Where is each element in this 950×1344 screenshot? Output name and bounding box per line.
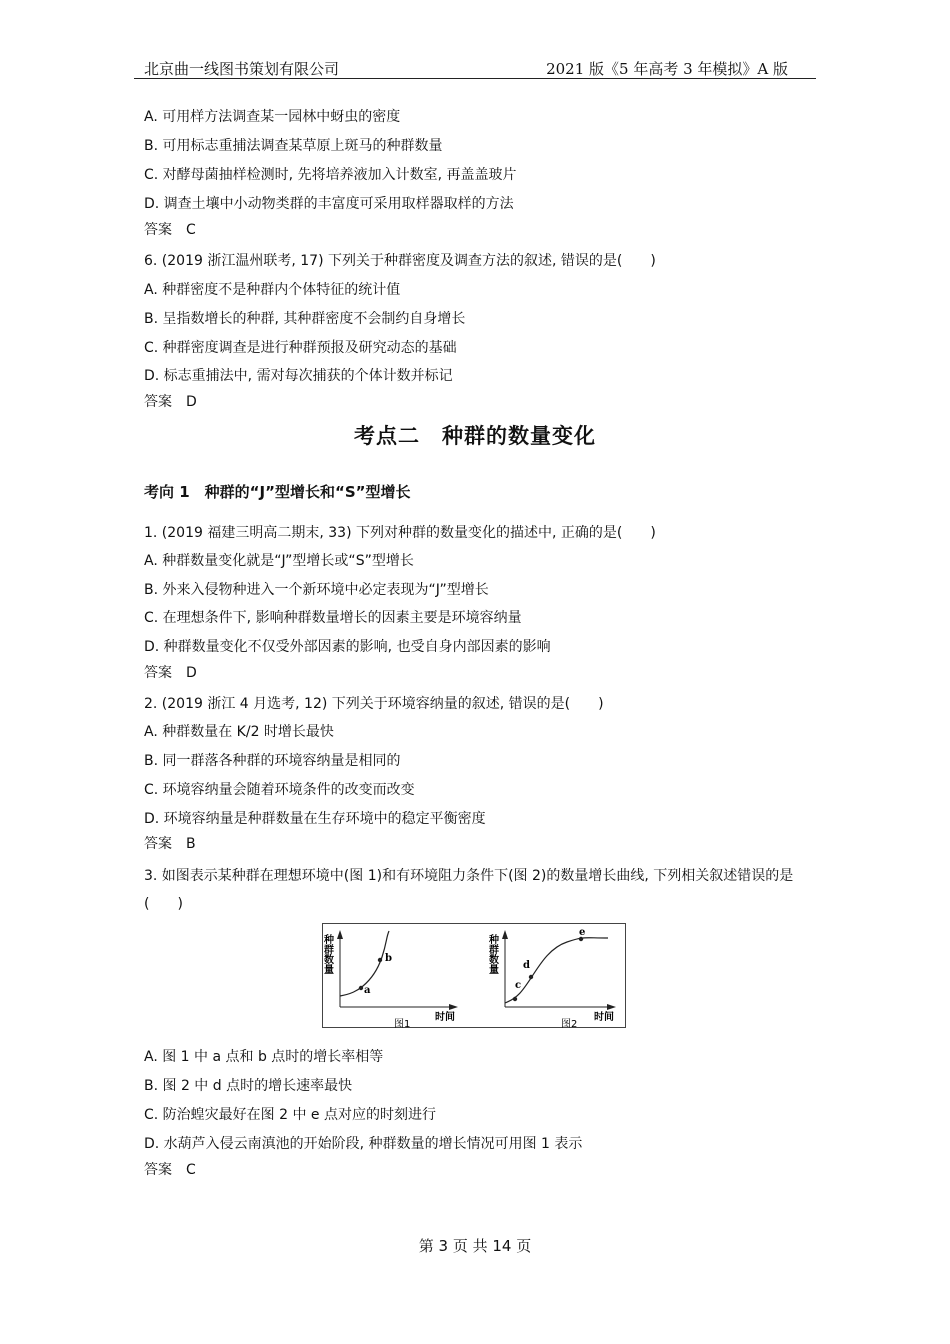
fig2-x-label: 时间 bbox=[594, 1012, 614, 1023]
fig2-y-label: 种群数量 bbox=[486, 934, 498, 974]
q1-option-a: A. 种群数量变化就是“J”型增长或“S”型增长 bbox=[144, 553, 414, 569]
answer-value: D bbox=[186, 394, 197, 410]
fig1-label-a: a bbox=[364, 985, 371, 996]
fig1-x-arrow bbox=[449, 1004, 458, 1010]
fig1 bbox=[322, 930, 459, 1030]
q1-option-b: B. 外来入侵物种进入一个新环境中必定表现为“J”型增长 bbox=[144, 582, 489, 598]
page-footer: 第 3 页 共 14 页 bbox=[418, 1237, 532, 1255]
q1-option-c: C. 在理想条件下, 影响种群数量增长的因素主要是环境容纳量 bbox=[144, 610, 522, 626]
q3-option-b: B. 图 2 中 d 点时的增长速率最快 bbox=[144, 1078, 353, 1094]
q3-option-c: C. 防治蝗灾最好在图 2 中 e 点对应的时刻进行 bbox=[144, 1107, 436, 1123]
fig2-label-d: d bbox=[523, 960, 530, 971]
q3-stem: 3. 如图表示某种群在理想环境中(图 1)和有环境阻力条件下(图 2)的数量增长曲线, 下列相关叙述错误的是 bbox=[144, 868, 794, 884]
header-rule bbox=[134, 78, 816, 79]
fig2-label-e: e bbox=[579, 927, 586, 938]
answer-label: 答案 bbox=[144, 1162, 172, 1178]
answer-value: D bbox=[186, 665, 197, 681]
q3-stem-cont: ( ) bbox=[144, 896, 183, 912]
q5-option-c: C. 对酵母菌抽样检测时, 先将培养液加入计数室, 再盖盖玻片 bbox=[144, 167, 517, 183]
q1-stem: 1. (2019 福建三明高二期末, 33) 下列对种群的数量变化的描述中, 正确的是( ) bbox=[144, 525, 656, 541]
answer-value: C bbox=[186, 1162, 196, 1178]
fig1-caption: 图1 bbox=[394, 1019, 411, 1030]
answer-label: 答案 bbox=[144, 836, 172, 852]
q6-option-c: C. 种群密度调查是进行种群预报及研究动态的基础 bbox=[144, 340, 457, 356]
fig2 bbox=[487, 927, 617, 1030]
q3-figure bbox=[322, 923, 626, 1028]
fig2-label-c: c bbox=[515, 980, 522, 991]
q2-option-a: A. 种群数量在 K/2 时增长最快 bbox=[144, 724, 334, 740]
fig1-label-b: b bbox=[385, 953, 392, 964]
q2-answer bbox=[144, 835, 196, 853]
fig1-y-arrow bbox=[337, 930, 343, 939]
fig2-caption: 图2 bbox=[561, 1019, 578, 1030]
fig2-point-c bbox=[513, 997, 517, 1001]
fig2-point-d bbox=[529, 975, 533, 979]
q5-answer bbox=[144, 221, 196, 239]
growth-curves bbox=[321, 924, 625, 1030]
q5-option-a: A. 可用样方法调查某一园林中蚜虫的密度 bbox=[144, 109, 401, 125]
q2-stem: 2. (2019 浙江 4 月选考, 12) 下列关于环境容纳量的叙述, 错误的是( ) bbox=[144, 696, 604, 712]
answer-label: 答案 bbox=[144, 394, 172, 410]
q1-option-d: D. 种群数量变化不仅受外部因素的影响, 也受自身内部因素的影响 bbox=[144, 639, 551, 655]
fig2-x-arrow bbox=[607, 1004, 616, 1010]
answer-label: 答案 bbox=[144, 665, 172, 681]
q6-answer bbox=[144, 393, 197, 411]
subsection-title: 考向 1 种群的“J”型增长和“S”型增长 bbox=[144, 483, 411, 501]
q6-option-b: B. 呈指数增长的种群, 其种群密度不会制约自身增长 bbox=[144, 311, 466, 327]
fig1-point-b bbox=[378, 958, 382, 962]
q3-option-a: A. 图 1 中 a 点和 b 点时的增长率相等 bbox=[144, 1049, 384, 1065]
header-edition: 2021 版《5 年高考 3 年模拟》A 版 bbox=[546, 60, 788, 78]
q3-option-d: D. 水葫芦入侵云南滇池的开始阶段, 种群数量的增长情况可用图 1 表示 bbox=[144, 1136, 583, 1152]
fig1-y-label: 种群数量 bbox=[321, 934, 333, 974]
fig1-point-a bbox=[359, 986, 363, 990]
fig2-s-curve bbox=[505, 938, 608, 1003]
q5-option-d: D. 调查土壤中小动物类群的丰富度可采用取样器取样的方法 bbox=[144, 196, 514, 212]
answer-value: B bbox=[186, 836, 196, 852]
q3-answer bbox=[144, 1161, 196, 1179]
fig1-x-label: 时间 bbox=[435, 1012, 455, 1023]
fig2-y-arrow bbox=[502, 930, 508, 939]
answer-label: 答案 bbox=[144, 222, 172, 238]
q1-answer bbox=[144, 664, 197, 682]
q2-option-d: D. 环境容纳量是种群数量在生存环境中的稳定平衡密度 bbox=[144, 811, 486, 827]
q5-option-b: B. 可用标志重捕法调查某草原上斑马的种群数量 bbox=[144, 138, 443, 154]
q2-option-c: C. 环境容纳量会随着环境条件的改变而改变 bbox=[144, 782, 415, 798]
header-publisher: 北京曲一线图书策划有限公司 bbox=[144, 60, 340, 78]
section-title: 考点二 种群的数量变化 bbox=[354, 424, 596, 448]
q6-stem: 6. (2019 浙江温州联考, 17) 下列关于种群密度及调查方法的叙述, 错误的是( ) bbox=[144, 253, 656, 269]
q6-option-d: D. 标志重捕法中, 需对每次捕获的个体计数并标记 bbox=[144, 368, 453, 384]
answer-value: C bbox=[186, 222, 196, 238]
q6-option-a: A. 种群密度不是种群内个体特征的统计值 bbox=[144, 282, 401, 298]
q2-option-b: B. 同一群落各种群的环境容纳量是相同的 bbox=[144, 753, 401, 769]
